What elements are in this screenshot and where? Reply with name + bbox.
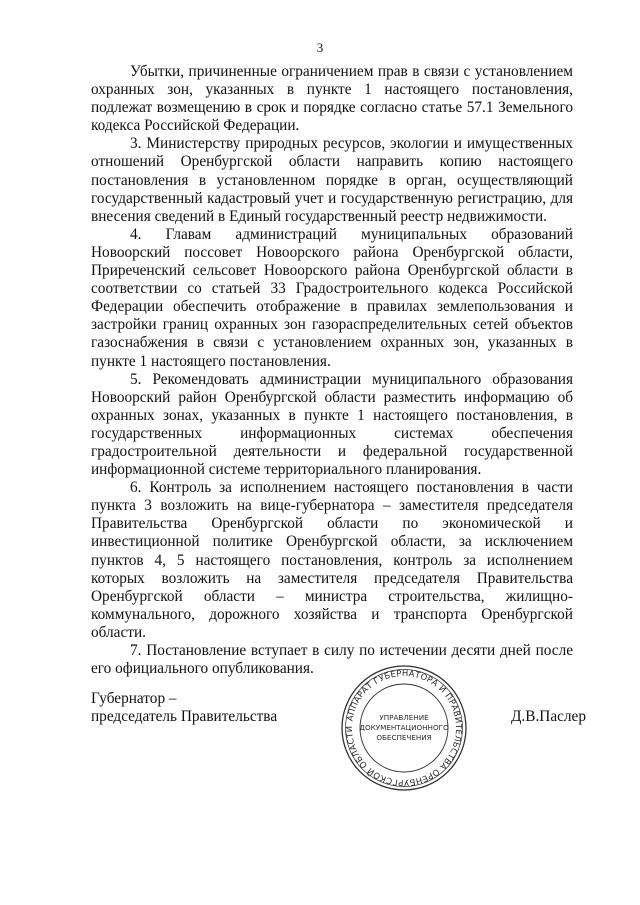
- seal-center-line2: ДОКУМЕНТАЦИОННОГО: [359, 723, 449, 732]
- paragraph-4: 4. Главам администраций муниципальных образований Новоорский поссовет Новоорского района Оренбургской области, Приреченский сельсовет Новоорского района Оренбургской области в соответствии со статьей 33 Градостроительного кодекса Российской Федерации обеспечить отображение в правилах землепользования и застройки границ охранных зон газораспределительных сетей объектов газоснабжения в связи с установлением охранных зон, указанных в пункте 1 настоящего постановления.: [91, 225, 573, 370]
- signatory-title-line1: Губернатор –: [91, 690, 177, 707]
- paragraph-3: 3. Министерству природных ресурсов, экологии и имущественных отношений Оренбургской области направить копию настоящего постановления в установленном порядке в орган, осуществляющий государственный кадастровый учет и государственную регистрацию, для внесения сведений в Единый государственный реестр недвижимости.: [91, 135, 573, 225]
- seal-center-line3: ОБЕСПЕЧЕНИЯ: [376, 733, 432, 742]
- paragraph-7: 7. Постановление вступает в силу по истечении десяти дней после его официального опубликования.: [91, 642, 573, 678]
- paragraph-6: 6. Контроль за исполнением настоящего постановления в части пункта 3 возложить на вице-губернатора – заместителя председателя Правительства Оренбургской области по экономической и инвестиционной политике Оренбургской области, за исключением пунктов 4, 5 настоящего постановления, контроль за исполнением которых возложить на заместителя председателя Правительства Оренбургской области – министра строительства, жилищно-коммунального, дорожного хозяйства и транспорта Оренбургской области.: [91, 479, 573, 641]
- official-seal-stamp: [339, 663, 469, 793]
- signatory-title: [91, 690, 277, 726]
- paragraph-damages: Убытки, причиненные ограничением прав в связи с установлением охранных зон, указанных в пункте 1 настоящего постановления, подлежат возмещению в срок и порядке согласно статье 57.1 Земельного кодекса Российской Федерации.: [91, 63, 573, 135]
- signatory-name: Д.В.Паслер: [511, 708, 586, 725]
- paragraph-5: 5. Рекомендовать администрации муниципального образования Новоорский район Оренбургской области разместить информацию об охранных зонах, указанных в пункте 1 настоящего постановления, в государственных информационных системах обеспечения градостроительной деятельности и федеральной государственной информационной системе территориального планирования.: [91, 370, 573, 479]
- seal-center-line1: УПРАВЛЕНИЕ: [379, 713, 429, 722]
- document-body: [91, 63, 573, 678]
- seal-ring-text: АППАРАТ ГУБЕРНАТОРА И ПРАВИТЕЛЬСТВА ОРЕНБУРГСКОЙ ОБЛАСТИ: [343, 667, 465, 789]
- page-number: 3: [316, 40, 324, 55]
- signatory-title-line2: председатель Правительства: [91, 708, 278, 725]
